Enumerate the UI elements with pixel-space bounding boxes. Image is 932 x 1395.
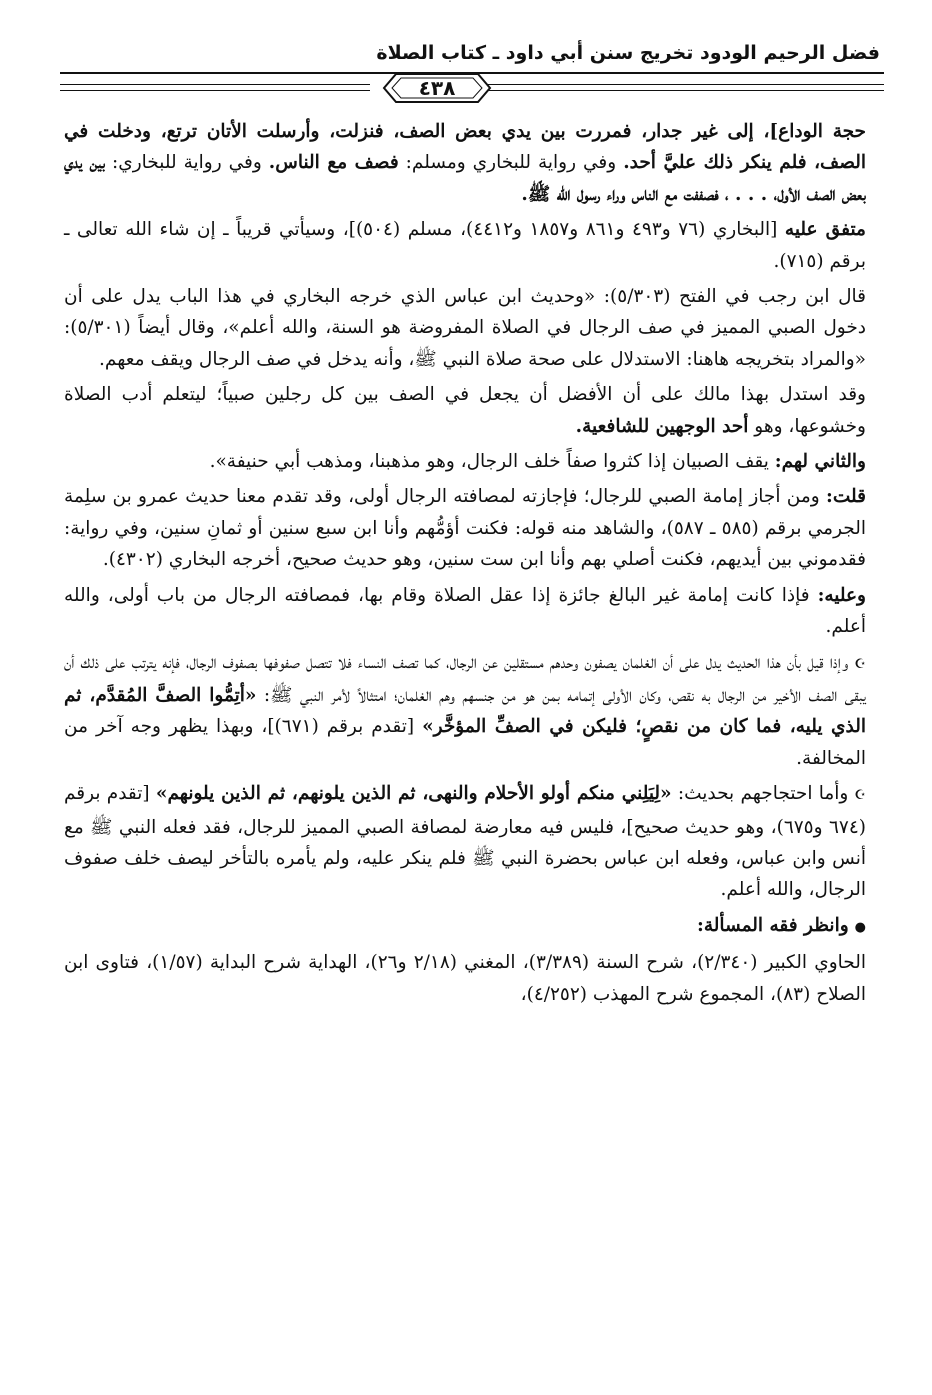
header-double-rule-left xyxy=(60,84,370,91)
running-title: فضل الرحيم الودود تخريج سنن أبي داود ـ كتاب الصلاة xyxy=(376,42,880,64)
bullet-icon: ☪ xyxy=(854,788,867,804)
paragraph-p11 xyxy=(64,947,866,1010)
text-run: الحاوي الكبير (٢/٣٤٠)، شرح السنة (٣/٣٨٩)، المغني (٢/١٨ و٢٦)، الهداية شرح البداية (١/٥٧)، فتاوى ابن الصلاح (٨٣)، المجموع شرح المهذب (٤/٢٥٢)، xyxy=(64,952,866,1005)
bold-text: أحد الوجهين للشافعية. xyxy=(575,415,749,437)
bullet-icon: ☪ xyxy=(854,656,866,672)
text-run: وقد استدل بهذا مالك على أن الأفضل أن يجعل في الصف بين كل رجلين صبياً؛ ليتعلم أدب الصلاة وخشوعها، وهو xyxy=(64,384,866,437)
page-body xyxy=(64,116,866,1014)
bold-text: «أتِمُّوا الصفَّ المُقدَّم، ثم الذي يليه، فما كان من نقصٍ؛ فليكن في الصفِّ المؤخَّر» xyxy=(64,684,866,738)
text-run: يقف الصبيان إذا كثروا صفاً خلف الرجال، وهو مذهبنا، ومذهب أبي حنيفة». xyxy=(209,451,775,473)
text-run: فإذا كانت إمامة غير البالغ جائزة إذا عقل الصلاة وقام بها، فمصافته الرجال من باب أولى، والله أعلم. xyxy=(64,584,866,638)
header-double-rule-right xyxy=(439,84,884,91)
text-run: [تقدم برقم (٦٧٤ و٦٧٥)، وهو حديث صحيح]، فليس فيه معارضة لمصافة الصبي المميز للرجال، فقد فعله النبي ﷺ مع أنس وابن عباس، وفعله ابن عباس بحضرة النبي ﷺ فلم ينكر عليه، ولم يأمره بالتأخر ليصف خلف صفوف الرجال، والله أعلم. xyxy=(64,783,866,901)
paragraph-p8 xyxy=(64,647,866,775)
text-run: وفي رواية للبخاري: xyxy=(105,152,269,174)
bold-text: حجة الوداع]، إلى غير جدار، فمررت بين يدي بعض الصف، فنزلت، وأرسلت الأتان ترتع، ودخلت في الصف، فلم ينكر ذلك عليَّ أحد. xyxy=(64,121,867,174)
text-run: [البخاري (٧٦ و٤٩٣ و٨٦١ و١٨٥٧ و٤٤١٢)، مسلم (٥٠٤)]، وسيأتي قريباً ـ إن شاء الله تعالى ـ برقم (٧١٥). xyxy=(64,219,866,272)
bold-text: فصف مع الناس. xyxy=(268,152,399,174)
page-header xyxy=(60,36,884,106)
paragraph-p3 xyxy=(64,281,866,375)
bold-text: بين يدي بعض الصف الأول، . . . ، فصففت مع الناس وراء رسول الله ﷺ. xyxy=(64,152,866,205)
text-run: وفي رواية للبخاري ومسلم: xyxy=(398,152,624,174)
paragraph-p7 xyxy=(64,580,866,643)
bold-text: قلت: xyxy=(826,486,866,508)
bold-text: وعليه: xyxy=(817,584,866,606)
bullet-icon: ● xyxy=(854,919,866,935)
paragraph-p10 xyxy=(64,910,866,943)
paragraph-p5 xyxy=(64,446,866,477)
bold-text: «لِيَلِني منكم أولو الأحلام والنهى، ثم الذين يلونهم، ثم الذين يلونهم» xyxy=(155,783,672,805)
paragraph-p6 xyxy=(64,481,866,575)
text-run: [تقدم برقم (٦٧١)]، وبهذا يظهر وجه آخر من المخالفة. xyxy=(64,716,866,769)
text-run: قال ابن رجب في الفتح (٥/٣٠٣): «وحديث ابن عباس الذي خرجه البخاري في هذا الباب يدل على أن دخول الصبي المميز في صف الرجال في الصلاة المفروضة هو السنة، والله أعلم»، وقال أيضاً (٥/٣٠١): «والمراد بتخريجه هاهنا: الاستدلال على صحة صلاة النبي ﷺ، وأنه يدخل في صف الرجال ويقف معهم. xyxy=(64,286,866,370)
text-run: وأما احتجاجهم بحديث: xyxy=(671,783,849,805)
bold-text: وانظر فقه المسألة: xyxy=(697,914,849,936)
text-run: وإذا قيل بأن هذا الحديث يدل على أن الغلمان يصفون وحدهم مستقلين عن الرجال، كما تصف النساء فلا تتصل صفوفها بصفوف الرجال، فإنه يترتب على ذلك أن يبقى الصف الأخير من الرجال به نقص، وكان الأولى إتمامه بمن هو من جنسهم وهم الغلمان؛ امتثالاً لأمر النبي ﷺ: xyxy=(64,651,866,706)
bold-text: متفق عليه xyxy=(784,219,866,241)
bold-text: والثاني لهم: xyxy=(774,451,866,473)
paragraph-p4 xyxy=(64,379,866,442)
page-number-frame xyxy=(382,72,492,104)
page-number: ٤٣٨ xyxy=(418,76,456,100)
text-run: ومن أجاز إمامة الصبي للرجال؛ فإجازته لمصافته الرجال أولى، وقد تقدم معنا حديث عمرو بن سلِمة الجرمي برقم (٥٨٥ ـ ٥٨٧)، والشاهد منه قوله: فكنت أؤمُّهم وأنا ابن سبع سنين أو ثمانِ سنين، وفي رواية: فقدموني بين أيديهم، فكنت أصلي بهم وأنا ابن ست سنين، وهو حديث صحيح، أخرجه البخاري (٤٣٠٢). xyxy=(64,486,867,571)
paragraph-p1 xyxy=(64,116,866,210)
paragraph-p9 xyxy=(64,778,866,906)
paragraph-p2 xyxy=(64,214,866,277)
